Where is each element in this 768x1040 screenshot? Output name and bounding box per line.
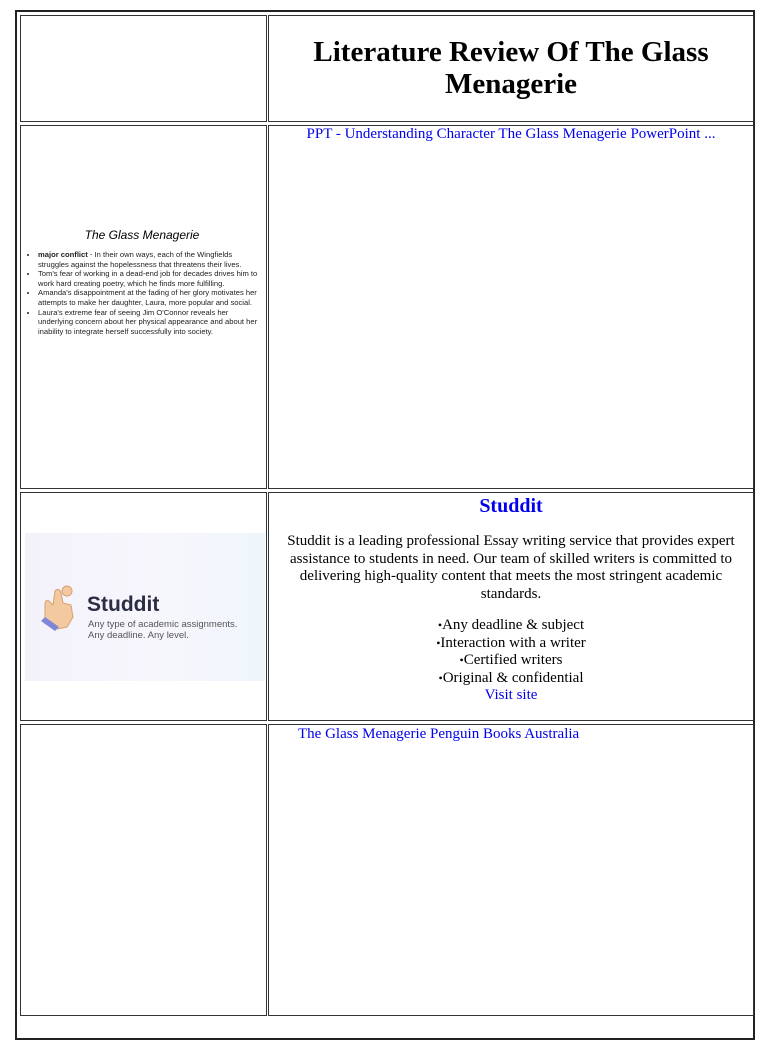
row3-image-cell: [20, 724, 267, 1016]
slide-bullet: • Laura's extreme fear of seeing Jim O'Connor reveals her underlying concern about her physical appearance and about her inability to integrate herself successfully into society.: [38, 308, 258, 337]
penguin-result-link[interactable]: The Glass Menagerie Penguin Books Australia: [298, 726, 580, 742]
slide-bullet-list: [26, 250, 258, 336]
row1-link-cell: [268, 125, 754, 489]
studdit-heading-link[interactable]: Studdit: [479, 495, 543, 517]
hand-logo-icon: [37, 581, 85, 633]
feature-list: [269, 617, 753, 687]
page-title: Literature Review Of The Glass Menagerie: [313, 36, 709, 100]
row2-ad-cell: [268, 492, 754, 721]
row2-image-cell: [20, 492, 267, 721]
slide-bullet: • major conflict - In their own ways, each of the Wingfields struggles against the hopelessness that threatens their lives.: [38, 250, 258, 269]
feature-item: • Certified writers: [269, 652, 753, 670]
feature-item: • Any deadline & subject: [269, 617, 753, 635]
row1-image-cell: [20, 125, 267, 489]
visit-site-link[interactable]: Visit site: [484, 687, 538, 703]
row3-link-cell: [268, 724, 754, 1016]
slide-thumbnail[interactable]: [26, 228, 258, 398]
studdit-tagline: Any type of academic assignments. Any deadline. Any level.: [88, 619, 238, 641]
studdit-description: Studdit is a leading professional Essay writing service that provides expert assistance to students in need. Our team of skilled writers is committed to delivering high-quality content that meets the most stringent academic standards.: [287, 533, 735, 602]
header-left-cell: [20, 15, 267, 122]
page-frame: [15, 10, 755, 1040]
studdit-banner[interactable]: [25, 533, 265, 681]
slide-bullet: • Tom's fear of working in a dead-end job for decades drives him to work hard creating poetry, which he finds more fulfilling.: [38, 269, 258, 288]
slide-title: The Glass Menagerie: [84, 228, 200, 242]
slide-bullet: • Amanda's disappointment at the fading of her glory motivates her attempts to make her daughter, Laura, more popular and social.: [38, 288, 258, 307]
feature-item: • Interaction with a writer: [269, 635, 753, 653]
studdit-brand: Studdit: [87, 593, 160, 616]
header-title-cell: [268, 15, 754, 122]
ppt-result-link[interactable]: PPT - Understanding Character The Glass Menagerie PowerPoint ...: [306, 126, 716, 142]
feature-item: • Original & confidential: [269, 670, 753, 688]
